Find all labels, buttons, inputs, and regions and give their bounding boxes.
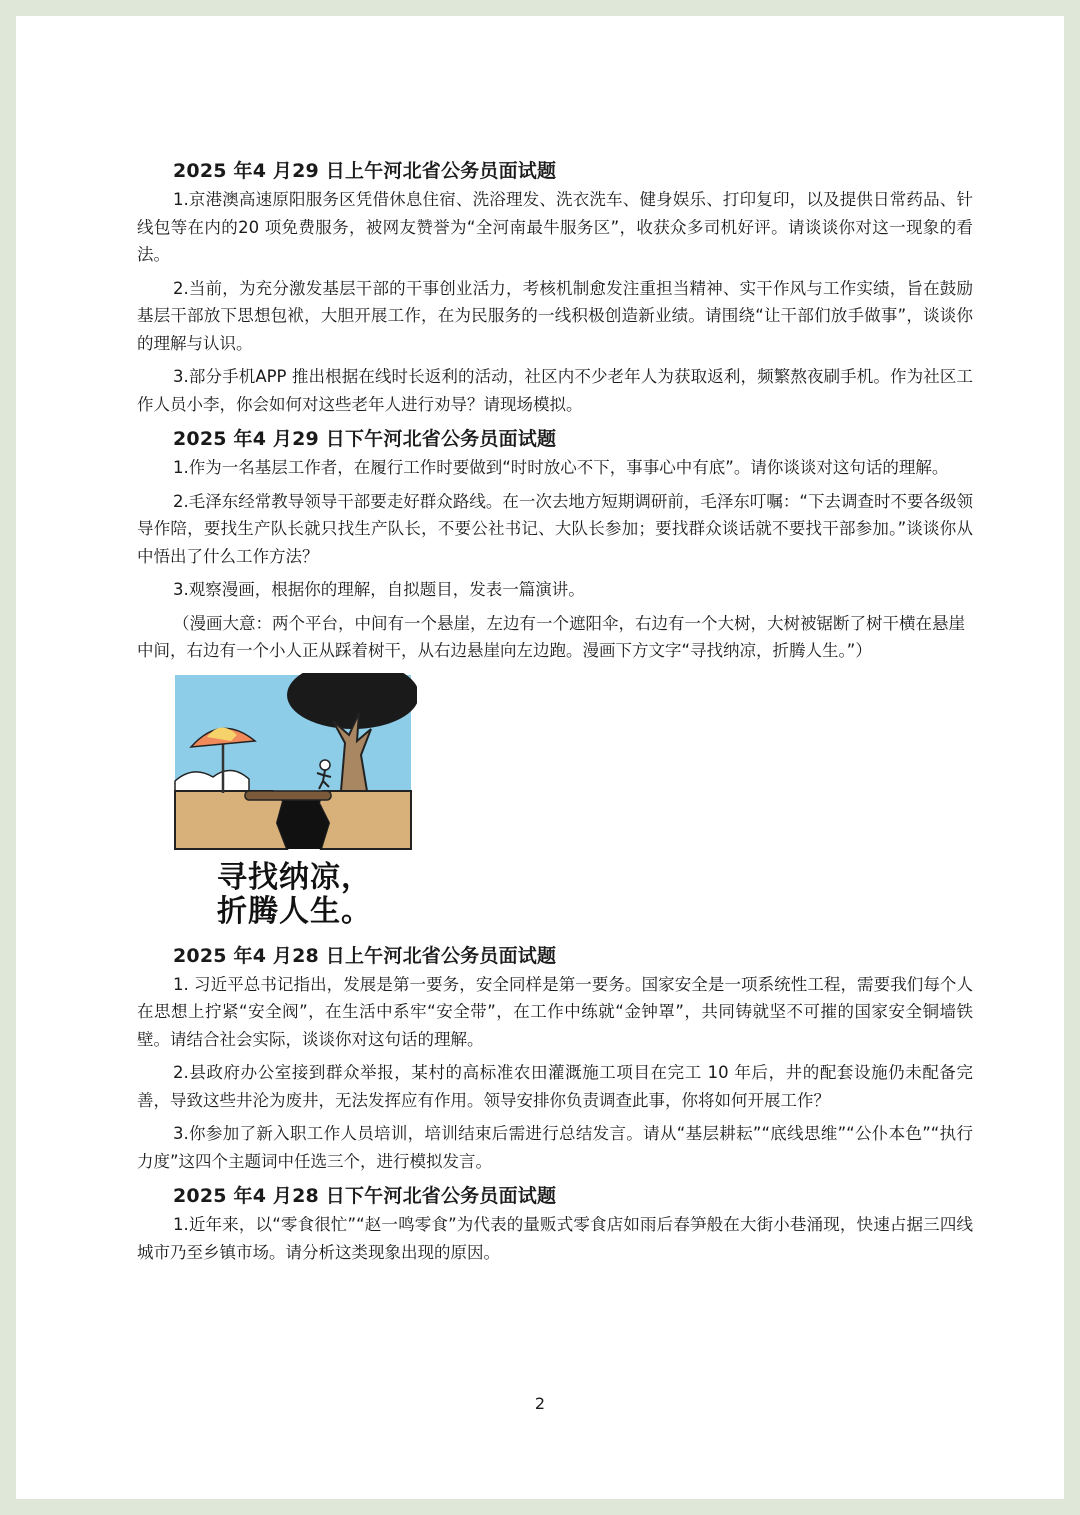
question-paragraph: 3.你参加了新入职工作人员培训，培训结束后需进行总结发言。请从“基层耕耘”“底线思维”“公仆本色”“执行力度”这四个主题词中任选三个，进行模拟发言。 — [137, 1124, 973, 1171]
section-title: 2025 年4 月28 日上午河北省公务员面试题 — [173, 944, 557, 967]
question-paragraph: 1. 习近平总书记指出，发展是第一要务，安全同样是第一要务。国家安全是一项系统性工程，需要我们每个人在思想上拧紧“安全阀”，在生活中系牢“安全带”，在工作中练就“金钟罩”，共同铸就坚不可摧的国家安全铜墙铁壁。请结合社会实际，谈谈你对这句话的理解。 — [137, 974, 973, 1049]
comic-illustration — [173, 673, 417, 935]
comic-scene-image — [173, 673, 417, 853]
question-paragraph: 1.作为一名基层工作者，在履行工作时要做到“时时放心不下，事事心中有底”。请你谈谈对这句话的理解。 — [173, 458, 949, 477]
question-paragraph: 1.京港澳高速原阳服务区凭借休息住宿、洗浴理发、洗衣洗车、健身娱乐、打印复印，以及提供日常药品、针线包等在内的20 项免费服务，被网友赞誉为“全河南最牛服务区”，收获众多司机好评。请谈谈你对这一现象的看法。 — [137, 190, 973, 264]
comic-caption-line: 寻找纳凉， — [217, 859, 372, 895]
question-paragraph: 1.近年来，以“零食很忙”“赵一鸣零食”为代表的量贩式零食店如雨后春笋般在大街小巷涌现，快速占据三四线城市乃至乡镇市场。请分析这类现象出现的原因。 — [137, 1215, 973, 1262]
question-paragraph: 3.观察漫画，根据你的理解，自拟题目，发表一篇演讲。 — [173, 580, 585, 599]
comic-caption-line: 折腾人生。 — [217, 893, 372, 929]
section-title: 2025 年4 月28 日下午河北省公务员面试题 — [173, 1185, 557, 1207]
document-page — [16, 16, 1064, 1499]
section-title: 2025 年4 月29 日上午河北省公务员面试题 — [173, 160, 557, 182]
page-content — [137, 156, 973, 1272]
section-title: 2025 年4 月29 日下午河北省公务员面试题 — [173, 428, 557, 450]
question-paragraph: 2.县政府办公室接到群众举报，某村的高标准农田灌溉施工项目在完工 10 年后，井的配套设施仍未配备完善，导致这些井沦为废井，无法发挥应有作用。领导安排你负责调查此事，你将如何开展工作？ — [137, 1063, 973, 1110]
page-number: 2 — [534, 1394, 546, 1413]
comic-caption — [217, 861, 417, 929]
question-paragraph: 2.当前，为充分激发基层干部的干事创业活力，考核机制愈发注重担当精神、实干作风与工作实绩，旨在鼓励基层干部放下思想包袱，大胆开展工作，在为民服务的一线积极创造新业绩。请围绕“让干部们放手做事”，谈谈你的理解与认识。 — [137, 278, 973, 353]
comic-description-note: （漫画大意：两个平台，中间有一个悬崖，左边有一个遮阳伞，右边有一个大树，大树被锯断了树干横在悬崖中间，右边有一个小人正从踩着树干，从右边悬崖向左边跑。漫画下方文字“寻找纳凉，折腾人生。”） — [137, 613, 965, 660]
question-paragraph: 2.毛泽东经常教导领导干部要走好群众路线。在一次去地方短期调研前，毛泽东叮嘱：“下去调查时不要各级领导作陪，要找生产队长就只找生产队长，不要公社书记、大队长参加；要找群众谈话就不要找干部参加。”谈谈你从中悟出了什么工作方法？ — [137, 491, 973, 566]
question-paragraph: 3.部分手机APP 推出根据在线时长返利的活动，社区内不少老年人为获取返利，频繁熬夜刷手机。作为社区工作人员小李，你会如何对这些老年人进行劝导？请现场模拟。 — [137, 367, 973, 414]
